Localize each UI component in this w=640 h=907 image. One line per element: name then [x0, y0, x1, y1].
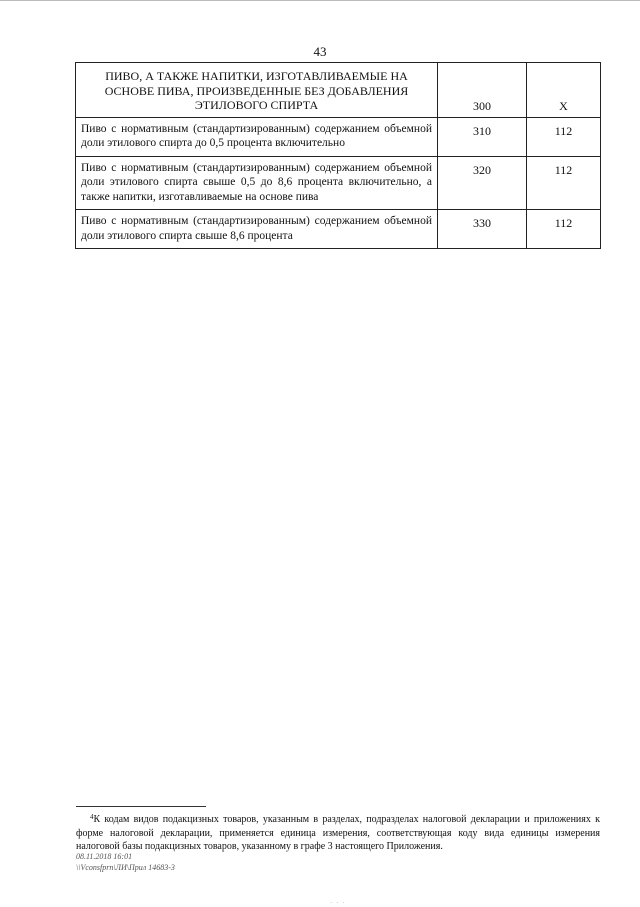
row-description: Пиво с нормативным (стандартизированным) содержанием объемной доли этилового спирта свыше 8,6 процента — [76, 210, 438, 249]
page-number: 43 — [313, 44, 327, 59]
row-code: 320 — [438, 156, 527, 210]
row-code: 310 — [438, 117, 527, 156]
scan-artifact: · · · — [330, 899, 346, 907]
row-description: Пиво с нормативным (стандартизированным) содержанием объемной доли этилового спирта до 0,5 процента включительно — [76, 117, 438, 156]
row-unit-code: 112 — [527, 210, 601, 249]
footnote-text: К кодам видов подакцизных товаров, указанным в разделах, подразделах налоговой декларации и приложениях к форме налоговой декларации, применяется единица измерения, соответствующая коду вида единицы измерения налоговой базы подакцизных товаров, указанному в графе 3 настоящего Приложения. — [76, 814, 600, 852]
row-unit-code: 112 — [527, 156, 601, 210]
row-description: Пиво с нормативным (стандартизированным) содержанием объемной доли этилового спирта свыше 0,5 до 8,6 процента включительно, а также напитки, изготавливаемые на основе пива — [76, 156, 438, 210]
table-row — [76, 117, 601, 156]
table-section-header-row — [76, 63, 601, 118]
top-edge-line — [0, 0, 640, 1]
footnote-divider — [76, 806, 206, 807]
row-unit-code: 112 — [527, 117, 601, 156]
section-title: ПИВО, А ТАКЖЕ НАПИТКИ, ИЗГОТАВЛИВАЕМЫЕ НА ОСНОВЕ ПИВА, ПРОИЗВЕДЕННЫЕ БЕЗ ДОБАВЛЕНИЯ ЭТИЛОВОГО СПИРТА — [76, 63, 438, 118]
footnote-marker: 4 — [90, 813, 94, 821]
stamp-date: 08.11.2018 16:01 — [76, 852, 133, 861]
section-code: 300 — [438, 63, 527, 118]
table-row — [76, 156, 601, 210]
table-row — [76, 210, 601, 249]
excise-codes-table — [75, 62, 601, 249]
section-unit: Х — [527, 63, 601, 118]
stamp-file-ref: \\Vconsfprn\ЛИ\Прил 14683-3 — [76, 863, 175, 872]
row-code: 330 — [438, 210, 527, 249]
footnote — [76, 813, 600, 854]
